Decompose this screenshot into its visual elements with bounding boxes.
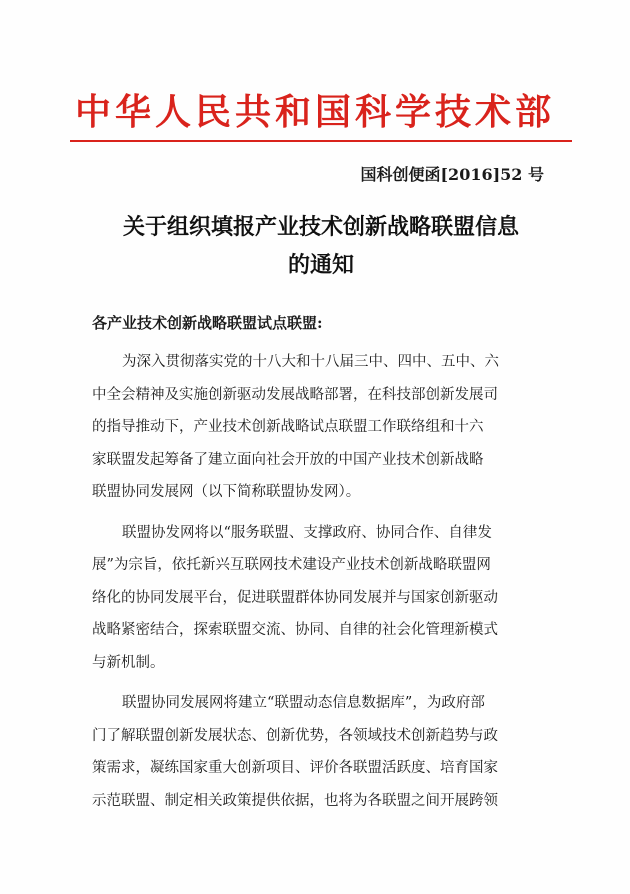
agency-header: 中华人民共和国科学技术部 [74,91,555,133]
paragraph-line: 联盟协同发展网（以下简称联盟协发网）。 [92,484,361,500]
paragraph-line: 战略紧密结合，探索联盟交流、协同、自律的社会化管理新模式 [92,622,498,638]
paragraph-line: 为深入贯彻落实党的十八大和十八届三中、四中、五中、六 [122,354,499,370]
paragraph-2 [92,517,540,680]
notice-title [70,208,572,284]
paragraph-1 [92,346,540,509]
paragraph-line: 的指导推动下，产业技术创新战略试点联盟工作联络组和十六 [92,419,484,435]
document-number: 国科创便函[2016]52 号 [360,165,544,184]
paragraph-line: 联盟协发网将以“服务联盟、支撑政府、协同合作、自律发 [122,524,492,541]
notice-body [92,346,540,825]
salutation: 各产业技术创新战略联盟试点联盟: [92,314,323,332]
paragraph-line: 络化的协同发展平台，促进联盟群体协同发展并与国家创新驱动 [92,589,498,606]
title-line-2: 的通知 [287,252,354,278]
paragraph-line: 示范联盟、制定相关政策提供依据，也将为各联盟之间开展跨领 [92,792,498,809]
paragraph-line: 策需求，凝练国家重大创新项目、评价各联盟活跃度、培育国家 [92,760,498,776]
paragraph-line: 门了解联盟创新发展状态、创新优势，各领域技术创新趋势与政 [92,727,498,744]
paragraph-3 [92,687,540,817]
paragraph-line: 中全会精神及实施创新驱动发展战略部署，在科技部创新发展司 [92,386,498,403]
paragraph-line: 与新机制。 [92,654,165,671]
paragraph-line: 展”为宗旨，依托新兴互联网技术建设产业技术创新战略联盟网 [92,557,491,573]
header-divider [70,140,572,142]
title-line-1: 关于组织填报产业技术创新战略联盟信息 [122,214,519,240]
paragraph-line: 家联盟发起筹备了建立面向社会开放的中国产业技术创新战略 [92,451,484,468]
paragraph-line: 联盟协同发展网将建立“联盟动态信息数据库”，为政府部 [122,695,485,711]
